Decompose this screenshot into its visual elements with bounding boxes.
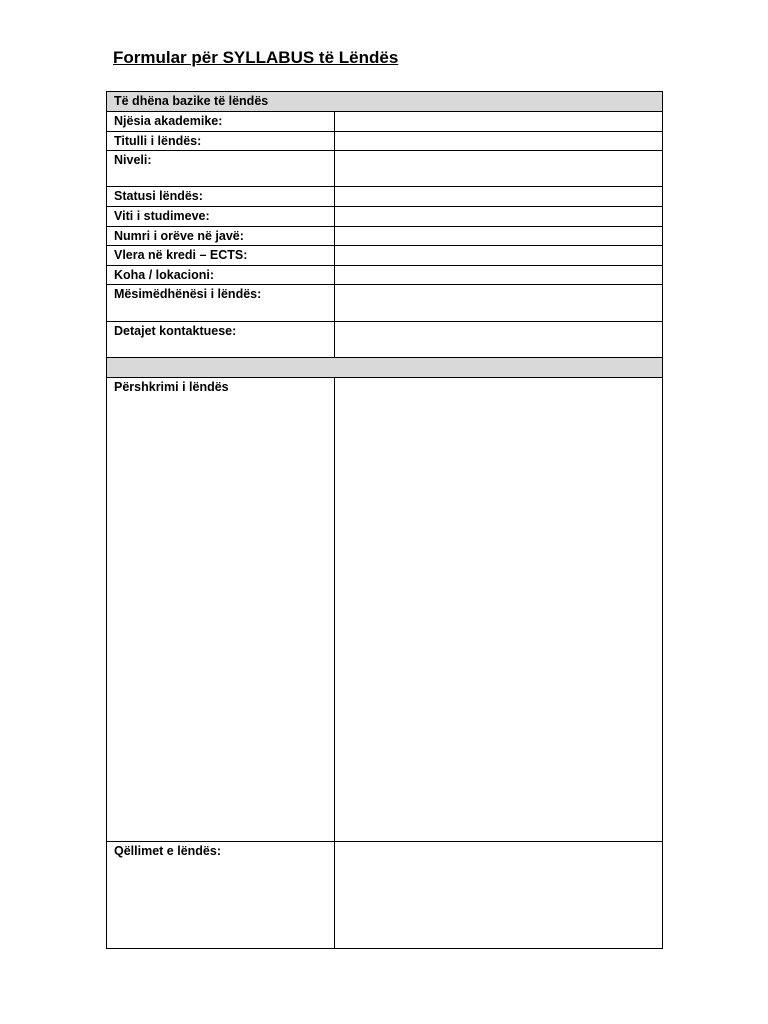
table-row — [107, 151, 663, 187]
mesimdhenesi-field[interactable] — [335, 285, 663, 322]
table-row — [107, 132, 663, 151]
table-row — [107, 266, 663, 285]
form-title: Formular për SYLLABUS të Lëndës — [113, 48, 399, 67]
numri-oreve-label: Numri i orëve në javë: — [107, 227, 335, 246]
shaded-separator-row — [107, 358, 663, 378]
koha-label: Koha / lokacioni: — [107, 266, 335, 285]
koha-field[interactable] — [335, 266, 663, 285]
statusi-field[interactable] — [335, 187, 663, 207]
table-row — [107, 207, 663, 227]
viti-field[interactable] — [335, 207, 663, 227]
titulli-label: Titulli i lëndës: — [107, 132, 335, 151]
qellimet-label: Qëllimet e lëndës: — [107, 842, 335, 949]
pershkrimi-label: Përshkrimi i lëndës — [107, 378, 335, 842]
qellimet-field[interactable] — [335, 842, 663, 949]
statusi-label: Statusi lëndës: — [107, 187, 335, 207]
shaded-separator — [107, 358, 663, 378]
section-header: Të dhëna bazike të lëndës — [107, 92, 663, 112]
titulli-field[interactable] — [335, 132, 663, 151]
njesia-field[interactable] — [335, 112, 663, 132]
detajet-label: Detajet kontaktuese: — [107, 322, 335, 358]
table-row — [107, 378, 663, 842]
numri-oreve-field[interactable] — [335, 227, 663, 246]
niveli-field[interactable] — [335, 151, 663, 187]
table-row — [107, 842, 663, 949]
table-row — [107, 285, 663, 322]
syllabus-form-table — [106, 91, 663, 949]
table-row — [107, 187, 663, 207]
niveli-label: Niveli: — [107, 151, 335, 187]
mesimdhenesi-label: Mësimëdhënësi i lëndës: — [107, 285, 335, 322]
vlera-kredi-field[interactable] — [335, 246, 663, 266]
viti-label: Viti i studimeve: — [107, 207, 335, 227]
table-row — [107, 246, 663, 266]
vlera-kredi-label: Vlera në kredi – ECTS: — [107, 246, 335, 266]
pershkrimi-field[interactable] — [335, 378, 663, 842]
section-header-row — [107, 92, 663, 112]
detajet-field[interactable] — [335, 322, 663, 358]
table-row — [107, 227, 663, 246]
njesia-label: Njësia akademike: — [107, 112, 335, 132]
table-row — [107, 322, 663, 358]
table-row — [107, 112, 663, 132]
